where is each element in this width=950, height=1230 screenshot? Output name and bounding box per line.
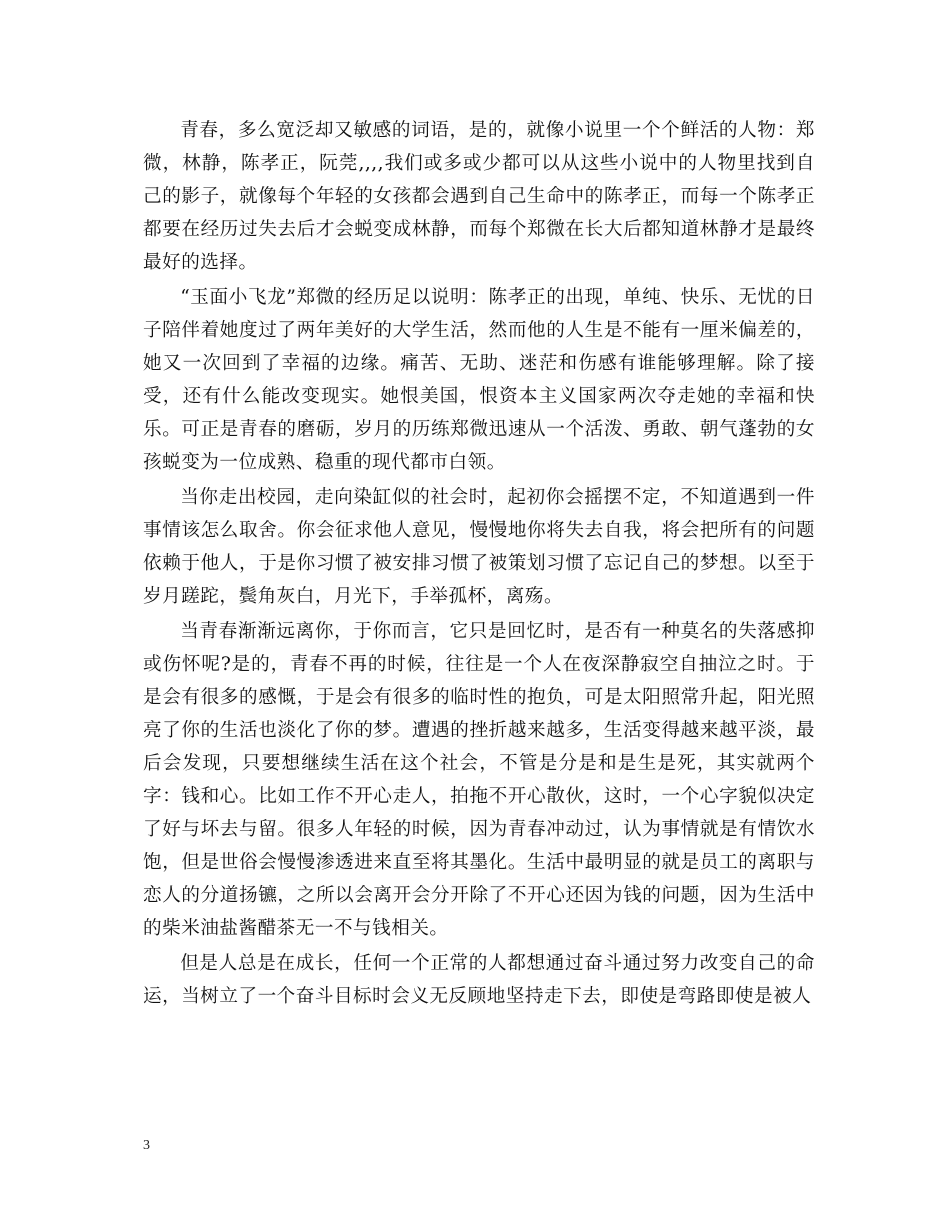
paragraph-2: “玉面小飞龙”郑微的经历足以说明：陈孝正的出现，单纯、快乐、无忧的日子陪伴着她度过了两年美好的大学生活，然而他的人生是不能有一厘米偏差的，她又一次回到了幸福的边缘。痛苦、无助、迷茫和伤感有谁能够理解。除了接受，还有什么能改变现实。她恨美国，恨资本主义国家两次夺走她的幸福和快乐。可正是青春的磨砺，岁月的历练郑微迅速从一个活泼、勇敢、朝气蓬勃的女孩蜕变为一位成熟、稳重的现代都市白领。 xyxy=(143,287,815,473)
paragraph-5: 但是人总是在成长，任何一个正常的人都想通过奋斗通过努力改变自己的命运，当树立了一个奋斗目标时会义无反顾地坚持走下去，即使是弯路即使是被人 xyxy=(143,953,815,1007)
paragraph-3: 当你走出校园，走向染缸似的社会时，起初你会摇摆不定，不知道遇到一件事情该怎么取舍。你会征求他人意见，慢慢地你将失去自我，将会把所有的问题依赖于他人，于是你习惯了被安排习惯了被策划习惯了忘记自己的梦想。以至于岁月蹉跎，鬓角灰白，月光下，手举孤杯，离殇。 xyxy=(143,487,815,607)
paragraph-1: 青春，多么宽泛却又敏感的词语，是的，就像小说里一个个鲜活的人物：郑微，林静，陈孝正，阮莞,,,,我们或多或少都可以从这些小说中的人物里找到自己的影子，就像每个年轻的女孩都会遇到自己生命中的陈孝正，而每一个陈孝正都要在经历过失去后才会蜕变成林静，而每个郑微在长大后都知道林静才是最终最好的选择。 xyxy=(143,120,815,273)
document-body xyxy=(143,114,815,1015)
page-number: 3 xyxy=(143,1138,150,1153)
paragraph-4: 当青春渐渐远离你，于你而言，它只是回忆时，是否有一种莫名的失落感抑或伤怀呢?是的，青春不再的时候，往往是一个人在夜深静寂空自抽泣之时。于是会有很多的感慨，于是会有很多的临时性的抱负，可是太阳照常升起，阳光照亮了你的生活也淡化了你的梦。遭遇的挫折越来越多，生活变得越来越平淡，最后会发现，只要想继续生活在这个社会，不管是分是和是生是死，其实就两个字：钱和心。比如工作不开心走人，拍拖不开心散伙，这时，一个心字貌似决定了好与坏去与留。很多人年轻的时候，因为青春冲动过，认为事情就是有情饮水饱，但是世俗会慢慢渗透进来直至将其墨化。生活中最明显的就是员工的离职与恋人的分道扬镳，之所以会离开会分开除了不开心还因为钱的问题，因为生活中的柴米油盐酱醋茶无一不与钱相关。 xyxy=(143,621,815,939)
